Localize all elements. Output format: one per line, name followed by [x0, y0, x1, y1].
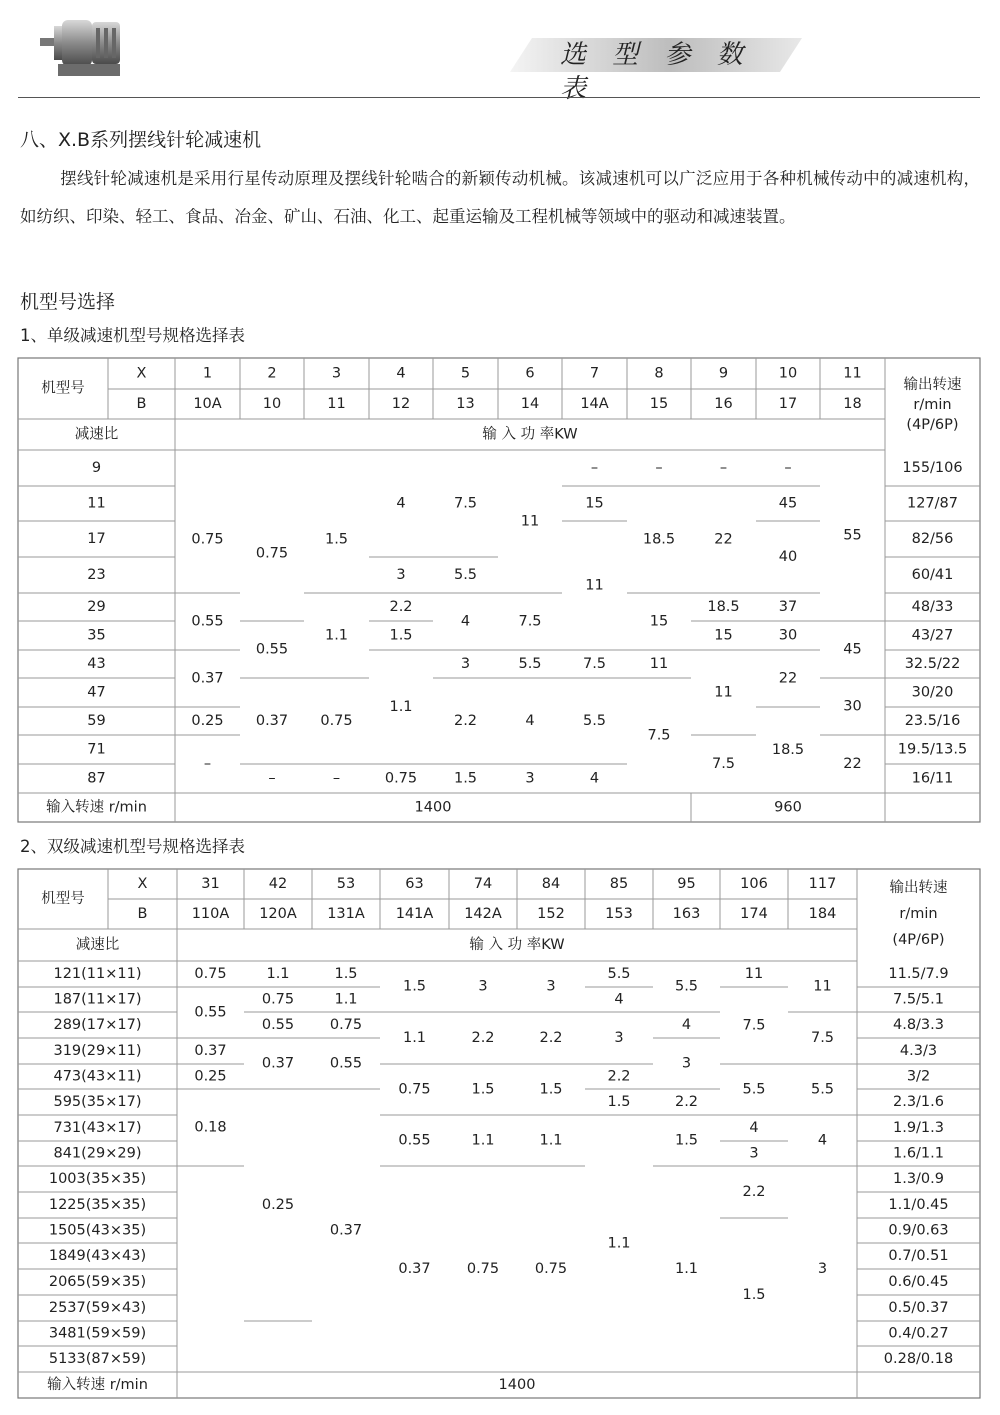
power-cell: 2.2 — [674, 1094, 699, 1110]
power-cell: 37 — [778, 599, 798, 615]
power-cell: 2.2 — [742, 1184, 766, 1200]
output-speed-cell: 19.5/13.5 — [897, 741, 968, 758]
power-cell: 1.5 — [471, 1081, 495, 1098]
b-model-cell: 15 — [649, 396, 669, 412]
power-cell: 3 — [614, 1030, 624, 1046]
b-model-cell: 174 — [740, 906, 768, 922]
x-model-cell: 84 — [541, 876, 561, 892]
power-cell: 0.37 — [255, 713, 289, 729]
output-speed-cell: 0.4/0.27 — [888, 1325, 949, 1342]
ratio-cell: 1225(35×35) — [48, 1197, 147, 1213]
power-cell: 0.75 — [466, 1261, 500, 1277]
power-cell: 11 — [585, 577, 604, 594]
x-model-cell: 117 — [808, 876, 837, 892]
power-cell: 7.5 — [518, 613, 542, 630]
power-cell: 5.5 — [453, 567, 478, 583]
ratio-cell: 59 — [87, 713, 106, 729]
power-cell: 0.37 — [329, 1222, 363, 1239]
power-cell: 0.37 — [261, 1055, 295, 1072]
power-cell: 1.1 — [334, 991, 358, 1008]
output-speed-cell: 155/106 — [902, 460, 963, 476]
power-cell: 1.1 — [402, 1030, 427, 1046]
x-model-cell: 1 — [202, 365, 213, 382]
power-cell: 3 — [681, 1055, 692, 1072]
power-cell: 1.5 — [389, 627, 413, 644]
model-label: 机型号 — [41, 891, 85, 907]
power-cell: 4 — [525, 713, 535, 729]
ratio-cell: 47 — [87, 684, 106, 701]
output-speed-cell: 3/2 — [906, 1068, 931, 1085]
power-cell: 1.5 — [539, 1081, 563, 1098]
power-cell: 30 — [843, 698, 862, 715]
x-model-cell: 8 — [654, 365, 664, 382]
b-model-cell: 110A — [191, 906, 230, 922]
b-model-cell: 142A — [464, 906, 502, 922]
ratio-cell: 71 — [87, 741, 106, 758]
power-cell: 1.1 — [471, 1132, 495, 1149]
power-cell: 1.5 — [334, 966, 358, 982]
b-model-cell: 10 — [262, 396, 282, 412]
output-speed-cell: 16/11 — [911, 770, 954, 787]
power-cell: 2.2 — [471, 1030, 495, 1046]
section-title: 八、X.B系列摆线针轮减速机 — [20, 129, 262, 151]
b-model-cell: 17 — [778, 396, 798, 412]
input-speed-value: 1400 — [414, 799, 452, 816]
power-cell: 0.37 — [398, 1261, 431, 1277]
output-speed-cell: 60/41 — [911, 567, 954, 583]
ratio-cell: 9 — [91, 460, 102, 476]
power-cell: 1.1 — [674, 1261, 699, 1277]
power-cell: – — [332, 770, 341, 787]
power-cell: 0.75 — [261, 991, 295, 1008]
b-model-cell: 141A — [395, 906, 434, 922]
power-cell: 2.2 — [453, 713, 478, 729]
output-speed-cell: 1.6/1.1 — [892, 1145, 945, 1162]
output-speed-cell: 23.5/16 — [904, 713, 961, 729]
input-speed-label: 输入转速 r/min — [47, 1377, 148, 1393]
power-cell: 0.75 — [191, 531, 224, 548]
output-speed-cell: 1.1/0.45 — [888, 1197, 949, 1213]
power-cell: 30 — [778, 627, 798, 644]
power-cell: 15 — [649, 613, 669, 630]
ratio-cell: 2537(59×43) — [48, 1300, 147, 1316]
power-cell: – — [203, 756, 212, 772]
ratio-cell: 1003(35×35) — [48, 1171, 147, 1187]
input-speed-value: 1400 — [498, 1377, 536, 1393]
ratio-cell: 731(43×17) — [53, 1120, 142, 1136]
power-cell: 3 — [546, 978, 556, 995]
power-cell: 2.2 — [607, 1068, 631, 1085]
x-model-cell: 4 — [396, 365, 406, 382]
power-cell: 3 — [396, 567, 406, 583]
output-speed-cell: 0.28/0.18 — [883, 1351, 954, 1367]
power-cell: – — [655, 460, 663, 476]
ratio-cell: 35 — [87, 627, 106, 644]
output-speed-poles: (4P/6P) — [892, 932, 945, 948]
power-cell: 4 — [460, 613, 471, 630]
output-speed-cell: 0.7/0.51 — [888, 1248, 949, 1264]
x-model-cell: 3 — [331, 365, 342, 382]
b-model-cell: 163 — [672, 906, 701, 922]
power-label: 输 入 功 率KW — [482, 426, 578, 443]
power-cell: 55 — [843, 527, 862, 544]
ratio-cell: 319(29×11) — [53, 1043, 142, 1059]
power-cell: – — [590, 460, 599, 476]
ratio-cell: 289(17×17) — [53, 1017, 142, 1033]
power-cell: 3 — [749, 1145, 759, 1162]
model-selection-title: 机型号选择 — [20, 291, 116, 313]
b-model-cell: 184 — [808, 906, 837, 922]
power-cell: 0.75 — [255, 545, 289, 562]
power-cell: 11 — [813, 978, 832, 995]
power-cell: 1.1 — [389, 699, 413, 715]
x-label: X — [137, 876, 148, 892]
output-speed-label: 输出转速 — [903, 377, 962, 393]
x-model-cell: 31 — [201, 876, 220, 892]
ratio-cell: 11 — [87, 495, 106, 512]
power-cell: 0.25 — [261, 1197, 295, 1213]
x-model-cell: 5 — [460, 365, 471, 382]
power-cell: 0.25 — [194, 1068, 227, 1085]
x-model-cell: 10 — [778, 365, 798, 382]
power-cell: 1.1 — [266, 966, 290, 982]
power-cell: 18.5 — [642, 531, 676, 548]
power-cell: 1.5 — [674, 1132, 699, 1149]
ratio-cell: 121(11×11) — [53, 966, 142, 982]
x-model-cell: 42 — [268, 876, 288, 892]
x-model-cell: 9 — [718, 365, 729, 382]
input-speed-value: 960 — [774, 799, 802, 816]
input-speed-label: 输入转速 r/min — [46, 799, 147, 816]
power-cell: 18.5 — [771, 742, 805, 758]
power-cell: 0.75 — [534, 1261, 568, 1277]
power-cell: – — [268, 770, 276, 787]
ratio-cell: 23 — [87, 567, 106, 583]
b-model-cell: 18 — [843, 396, 862, 412]
power-label: 输 入 功 率KW — [469, 937, 565, 953]
banner-title: 选 型 参 数 表 — [560, 40, 752, 104]
ratio-cell: 841(29×29) — [53, 1145, 142, 1162]
ratio-cell: 17 — [87, 531, 106, 547]
power-cell: 0.75 — [329, 1017, 363, 1033]
power-cell: 4 — [396, 495, 406, 512]
power-cell: 4 — [589, 770, 600, 787]
x-model-cell: 85 — [609, 876, 629, 892]
power-cell: 0.55 — [194, 1004, 227, 1021]
b-model-cell: 12 — [391, 396, 411, 412]
output-speed-cell: 32.5/22 — [904, 656, 961, 672]
x-model-cell: 53 — [336, 876, 356, 892]
power-cell: – — [719, 460, 728, 476]
power-cell: 45 — [843, 641, 862, 658]
power-cell: 4 — [817, 1132, 828, 1149]
power-cell: 3 — [525, 770, 535, 787]
power-cell: 7.5 — [582, 656, 607, 672]
power-cell: 5.5 — [674, 978, 699, 995]
b-model-cell: 131A — [327, 906, 365, 922]
output-speed-cell: 4.3/3 — [899, 1043, 938, 1059]
power-cell: 22 — [843, 756, 862, 772]
power-cell: 0.55 — [191, 613, 224, 630]
output-speed-cell: 48/33 — [911, 599, 954, 615]
b-label: B — [136, 396, 147, 412]
power-cell: 18.5 — [707, 599, 740, 615]
output-speed-cell: 0.9/0.63 — [888, 1222, 949, 1239]
power-cell: 0.75 — [384, 770, 418, 787]
b-model-cell: 13 — [456, 396, 475, 412]
power-cell: 7.5 — [742, 1017, 766, 1034]
power-cell: 7.5 — [810, 1030, 835, 1046]
output-speed-cell: 1.9/1.3 — [892, 1120, 945, 1136]
power-cell: 45 — [778, 495, 798, 512]
output-speed-unit: r/min — [899, 906, 938, 922]
power-cell: 5.5 — [518, 656, 542, 672]
output-speed-cell: 11.5/7.9 — [888, 966, 949, 982]
power-cell: 4 — [681, 1017, 692, 1033]
x-model-cell: 7 — [589, 365, 600, 382]
ratio-cell: 473(43×11) — [53, 1068, 142, 1085]
ratio-cell: 3481(59×59) — [48, 1325, 147, 1342]
intro-text: 摆线针轮减速机是采用行星传动原理及摆线针轮啮合的新颖传动机械。该减速机可以广泛应用于各种机械传动中的减速机构，如纺织、印染、轻工、食品、冶金、矿山、石油、化工、起重运输及工程机械等领域中的驱动和减速装置。 — [20, 169, 980, 226]
power-cell: 0.37 — [191, 670, 224, 687]
power-cell: 1.1 — [324, 627, 349, 644]
output-speed-cell: 127/87 — [906, 495, 959, 512]
b-model-cell: 10A — [193, 396, 222, 412]
table1-caption: 1、单级减速机型号规格选择表 — [20, 326, 245, 345]
x-model-cell: 11 — [843, 365, 862, 382]
output-speed-cell: 82/56 — [911, 531, 954, 547]
ratio-cell: 187(11×17) — [53, 991, 142, 1008]
ratio-cell: 1505(43×35) — [48, 1222, 147, 1239]
output-speed-cell: 7.5/5.1 — [892, 991, 945, 1008]
power-cell: 5.5 — [742, 1081, 766, 1098]
power-cell: 11 — [649, 656, 669, 672]
power-cell: 3 — [460, 656, 471, 672]
output-speed-unit: r/min — [913, 397, 952, 413]
power-cell: – — [784, 460, 792, 476]
power-cell: 5.5 — [810, 1081, 835, 1098]
ratio-cell: 87 — [87, 770, 106, 787]
power-cell: 4 — [614, 991, 624, 1008]
output-speed-cell: 0.5/0.37 — [888, 1300, 949, 1316]
power-cell: 1.5 — [607, 1094, 631, 1110]
ratio-cell: 595(35×17) — [53, 1094, 142, 1110]
ratio-cell: 43 — [87, 656, 106, 672]
power-cell: 1.5 — [324, 531, 349, 548]
output-speed-cell: 2.3/1.6 — [892, 1094, 945, 1110]
output-speed-cell: 30/20 — [911, 684, 954, 701]
power-cell: 15 — [585, 495, 604, 512]
output-speed-cell: 43/27 — [911, 627, 954, 644]
power-cell: 7.5 — [647, 727, 671, 744]
table2-caption: 2、双级减速机型号规格选择表 — [20, 837, 245, 856]
ratio-cell: 29 — [87, 599, 106, 615]
power-cell: 1.1 — [539, 1132, 563, 1149]
b-model-cell: 11 — [327, 396, 346, 412]
power-cell: 2.2 — [389, 599, 413, 615]
power-cell: 11 — [714, 684, 733, 701]
b-model-cell: 152 — [537, 906, 565, 922]
power-cell: 22 — [778, 670, 798, 687]
output-speed-label: 输出转速 — [889, 880, 948, 896]
power-cell: 0.55 — [398, 1132, 431, 1149]
power-cell: 0.75 — [398, 1081, 431, 1098]
b-model-cell: 153 — [605, 906, 633, 922]
b-model-cell: 16 — [714, 396, 733, 412]
power-cell: 1.5 — [402, 978, 427, 995]
x-model-cell: 106 — [740, 876, 768, 892]
power-cell: 5.5 — [607, 966, 631, 982]
power-cell: 0.75 — [194, 966, 227, 982]
power-cell: 0.25 — [191, 713, 224, 729]
x-model-cell: 2 — [267, 365, 277, 382]
ratio-cell: 2065(59×35) — [48, 1274, 147, 1290]
power-cell: 5.5 — [582, 713, 607, 729]
power-cell: 15 — [714, 627, 733, 644]
power-cell: 0.55 — [255, 641, 289, 658]
output-speed-cell: 4.8/3.3 — [892, 1017, 945, 1033]
power-cell: 7.5 — [453, 495, 478, 512]
ratio-cell: 5133(87×59) — [48, 1351, 147, 1367]
power-cell: 0.55 — [329, 1055, 363, 1072]
ratio-cell: 1849(43×43) — [48, 1248, 147, 1264]
power-cell: 0.18 — [194, 1119, 227, 1136]
power-cell: 3 — [817, 1261, 828, 1277]
power-cell: 3 — [478, 978, 488, 995]
power-cell: 1.5 — [742, 1287, 766, 1303]
x-model-cell: 74 — [473, 876, 493, 892]
power-cell: 1.1 — [607, 1235, 631, 1252]
power-cell: 7.5 — [711, 756, 736, 772]
x-model-cell: 95 — [677, 876, 696, 892]
x-model-cell: 63 — [405, 876, 424, 892]
b-label: B — [137, 906, 148, 922]
power-cell: 1.5 — [453, 770, 478, 787]
b-model-cell: 120A — [259, 906, 297, 922]
power-cell: 11 — [520, 513, 540, 530]
power-cell: 22 — [714, 531, 733, 548]
x-model-cell: 6 — [525, 365, 535, 382]
power-cell: 0.75 — [320, 713, 353, 729]
b-model-cell: 14 — [520, 396, 540, 412]
ratio-label: 减速比 — [75, 937, 120, 953]
model-label: 机型号 — [41, 380, 85, 397]
output-speed-poles: (4P/6P) — [906, 417, 959, 433]
power-cell: 11 — [744, 966, 764, 982]
power-cell: 40 — [778, 549, 798, 565]
power-cell: 0.37 — [194, 1043, 227, 1059]
power-cell: 2.2 — [539, 1030, 563, 1046]
ratio-label: 减速比 — [74, 426, 119, 443]
x-label: X — [136, 365, 147, 382]
b-model-cell: 14A — [580, 396, 609, 412]
power-cell: 4 — [749, 1120, 759, 1136]
output-speed-cell: 1.3/0.9 — [892, 1171, 945, 1187]
output-speed-cell: 0.6/0.45 — [888, 1274, 949, 1290]
power-cell: 0.55 — [261, 1017, 295, 1033]
